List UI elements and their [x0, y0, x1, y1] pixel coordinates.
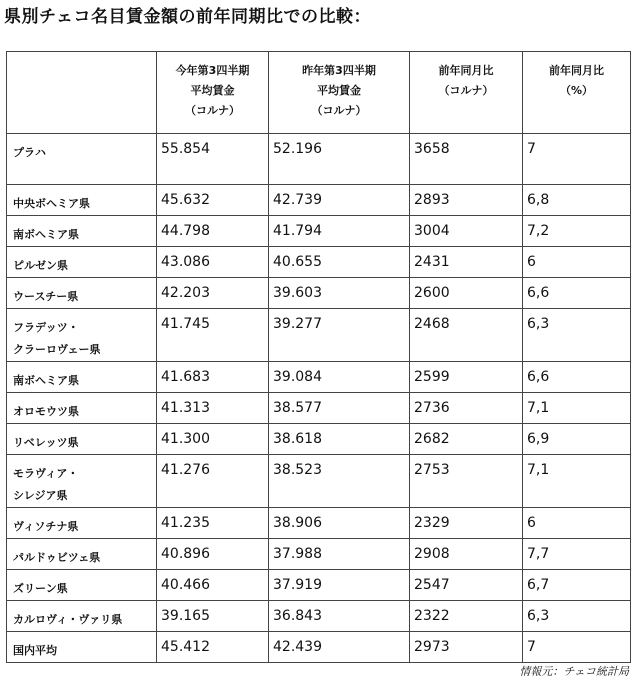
region-cell: フラデッツ・ クラーロヴェー県 [7, 309, 157, 362]
yoy-koruna-cell: 2600 [410, 278, 523, 309]
header-previous-wage: 昨年第3四半期 平均賃金 （コルナ） [269, 52, 410, 134]
yoy-percent-cell: 7,1 [523, 455, 631, 508]
yoy-koruna-cell: 2329 [410, 508, 523, 539]
yoy-koruna-cell: 2736 [410, 393, 523, 424]
yoy-koruna-cell: 3004 [410, 216, 523, 247]
previous-wage-cell: 39.277 [269, 309, 410, 362]
current-wage-cell: 41.235 [157, 508, 269, 539]
current-wage-cell: 41.683 [157, 362, 269, 393]
region-cell: ウースチー県 [7, 278, 157, 309]
yoy-koruna-cell: 2753 [410, 455, 523, 508]
previous-wage-cell: 40.655 [269, 247, 410, 278]
region-cell: パルドゥビツェ県 [7, 539, 157, 570]
previous-wage-cell: 39.084 [269, 362, 410, 393]
yoy-percent-cell: 6,3 [523, 309, 631, 362]
table-row [7, 278, 631, 309]
current-wage-cell: 40.896 [157, 539, 269, 570]
header-yoy-percent: 前年同月比 （%） [523, 52, 631, 134]
yoy-percent-cell: 7,2 [523, 216, 631, 247]
yoy-koruna-cell: 3658 [410, 134, 523, 185]
previous-wage-cell: 37.988 [269, 539, 410, 570]
table-row [7, 632, 631, 663]
current-wage-cell: 44.798 [157, 216, 269, 247]
table-row [7, 508, 631, 539]
region-cell: カルロヴィ・ヴァリ県 [7, 601, 157, 632]
previous-wage-cell: 42.739 [269, 185, 410, 216]
current-wage-cell: 45.632 [157, 185, 269, 216]
region-cell: ヴィソチナ県 [7, 508, 157, 539]
table-header-row [7, 52, 631, 134]
table-row [7, 539, 631, 570]
header-region [7, 52, 157, 134]
region-cell: モラヴィア・ シレジア県 [7, 455, 157, 508]
table-row [7, 424, 631, 455]
table-row [7, 393, 631, 424]
previous-wage-cell: 42.439 [269, 632, 410, 663]
table-row [7, 216, 631, 247]
previous-wage-cell: 38.523 [269, 455, 410, 508]
current-wage-cell: 41.313 [157, 393, 269, 424]
table-row [7, 570, 631, 601]
table-row [7, 362, 631, 393]
yoy-percent-cell: 7 [523, 632, 631, 663]
region-cell: ピルゼン県 [7, 247, 157, 278]
table-row [7, 134, 631, 185]
yoy-percent-cell: 6,7 [523, 570, 631, 601]
yoy-percent-cell: 7 [523, 134, 631, 185]
previous-wage-cell: 38.618 [269, 424, 410, 455]
source-note: 情報元：チェコ統計局 [519, 665, 629, 678]
previous-wage-cell: 38.906 [269, 508, 410, 539]
current-wage-cell: 43.086 [157, 247, 269, 278]
wage-comparison-table [6, 51, 631, 663]
yoy-koruna-cell: 2322 [410, 601, 523, 632]
header-current-wage: 今年第3四半期 平均賃金 （コルナ） [157, 52, 269, 134]
region-cell: 南ボヘミア県 [7, 362, 157, 393]
yoy-koruna-cell: 2973 [410, 632, 523, 663]
table-row [7, 247, 631, 278]
table-row [7, 601, 631, 632]
previous-wage-cell: 38.577 [269, 393, 410, 424]
table-body [7, 134, 631, 663]
yoy-percent-cell: 6 [523, 247, 631, 278]
yoy-percent-cell: 6 [523, 508, 631, 539]
yoy-koruna-cell: 2468 [410, 309, 523, 362]
yoy-percent-cell: 6,8 [523, 185, 631, 216]
yoy-koruna-cell: 2682 [410, 424, 523, 455]
region-cell: 中央ボヘミア県 [7, 185, 157, 216]
yoy-percent-cell: 6,6 [523, 278, 631, 309]
current-wage-cell: 41.276 [157, 455, 269, 508]
yoy-percent-cell: 6,9 [523, 424, 631, 455]
yoy-percent-cell: 6,6 [523, 362, 631, 393]
previous-wage-cell: 39.603 [269, 278, 410, 309]
table-row [7, 309, 631, 362]
current-wage-cell: 42.203 [157, 278, 269, 309]
current-wage-cell: 41.745 [157, 309, 269, 362]
yoy-percent-cell: 7,1 [523, 393, 631, 424]
page-title: 県別チェコ名目賃金額の前年同期比での比較： [4, 7, 371, 27]
previous-wage-cell: 52.196 [269, 134, 410, 185]
yoy-koruna-cell: 2547 [410, 570, 523, 601]
previous-wage-cell: 37.919 [269, 570, 410, 601]
region-cell: 南ボヘミア県 [7, 216, 157, 247]
region-cell: ズリーン県 [7, 570, 157, 601]
yoy-percent-cell: 7,7 [523, 539, 631, 570]
current-wage-cell: 55.854 [157, 134, 269, 185]
yoy-koruna-cell: 2599 [410, 362, 523, 393]
yoy-percent-cell: 6,3 [523, 601, 631, 632]
region-cell: リベレッツ県 [7, 424, 157, 455]
region-cell: プラハ [7, 134, 157, 185]
header-yoy-koruna: 前年同月比 （コルナ） [410, 52, 523, 134]
yoy-koruna-cell: 2431 [410, 247, 523, 278]
current-wage-cell: 39.165 [157, 601, 269, 632]
yoy-koruna-cell: 2908 [410, 539, 523, 570]
yoy-koruna-cell: 2893 [410, 185, 523, 216]
current-wage-cell: 40.466 [157, 570, 269, 601]
table-row [7, 185, 631, 216]
current-wage-cell: 41.300 [157, 424, 269, 455]
current-wage-cell: 45.412 [157, 632, 269, 663]
region-cell: オロモウツ県 [7, 393, 157, 424]
previous-wage-cell: 41.794 [269, 216, 410, 247]
table-row [7, 455, 631, 508]
previous-wage-cell: 36.843 [269, 601, 410, 632]
region-cell: 国内平均 [7, 632, 157, 663]
